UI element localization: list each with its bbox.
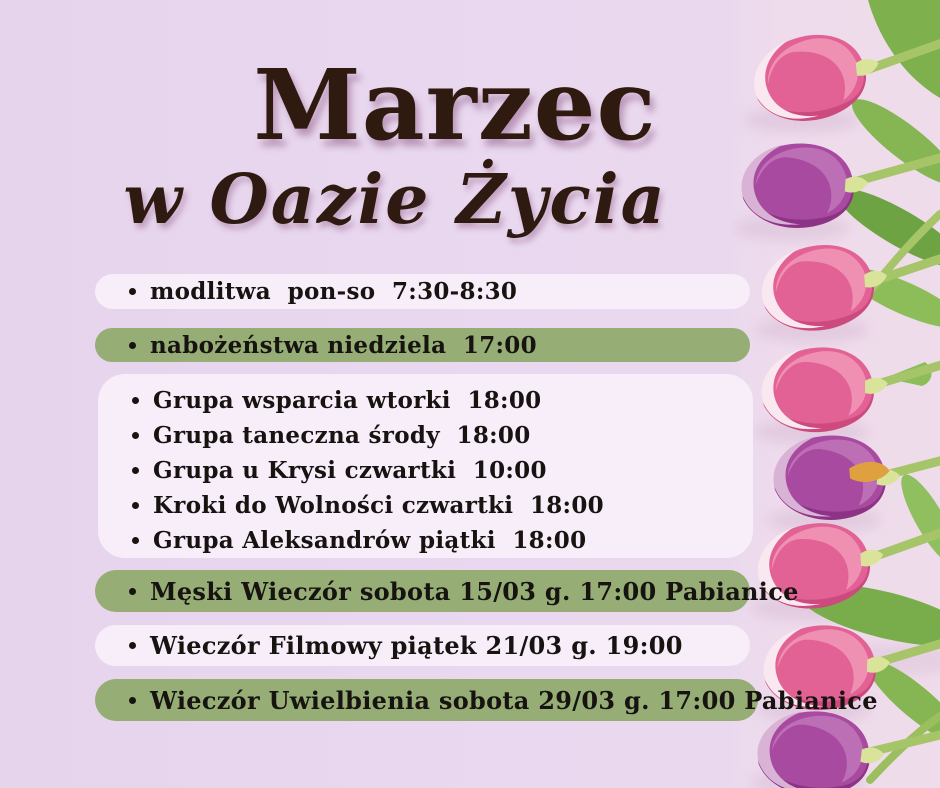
bullet-icon xyxy=(132,397,139,404)
bullet-icon xyxy=(129,697,136,704)
group-line-label: Grupa taneczna środy 18:00 xyxy=(153,422,531,449)
group-line-label: Kroki do Wolności czwartki 18:00 xyxy=(153,492,604,519)
group-line-label: Grupa Aleksandrów piątki 18:00 xyxy=(153,527,587,554)
schedule-row-label: nabożeństwa niedziela 17:00 xyxy=(150,331,537,359)
schedule-row-modlitwa xyxy=(95,274,750,309)
group-line xyxy=(132,457,753,484)
group-line-label: Grupa u Krysi czwartki 10:00 xyxy=(153,457,547,484)
bullet-icon xyxy=(129,588,136,595)
group-line xyxy=(132,527,753,554)
page-title: Marzec xyxy=(253,48,657,162)
schedule-row-wieczor-uwielbienia xyxy=(95,679,878,721)
schedule-row-label: Wieczór Uwielbienia sobota 29/03 g. 17:00 Pabianice xyxy=(150,685,878,715)
bullet-icon xyxy=(132,537,139,544)
group-line xyxy=(132,387,753,414)
schedule-row-label: modlitwa pon-so 7:30-8:30 xyxy=(150,278,518,305)
schedule-row-label: Wieczór Filmowy piątek 21/03 g. 19:00 xyxy=(150,631,683,660)
group-line-label: Grupa wsparcia wtorki 18:00 xyxy=(153,387,542,414)
schedule-row-label: Męski Wieczór sobota 15/03 g. 17:00 Pabianice xyxy=(150,576,799,606)
bullet-icon xyxy=(129,642,136,649)
group-line xyxy=(132,422,753,449)
bullet-icon xyxy=(132,467,139,474)
bullet-icon xyxy=(129,342,136,349)
bullet-icon xyxy=(132,502,139,509)
bullet-icon xyxy=(129,288,136,295)
schedule-row-nabozenstwa xyxy=(95,328,750,362)
group-line xyxy=(132,492,753,519)
page-subtitle: w Oazie Życia xyxy=(123,160,667,240)
schedule-row-wieczor-filmowy xyxy=(95,625,750,666)
schedule-group-panel xyxy=(98,374,753,558)
bullet-icon xyxy=(132,432,139,439)
schedule-row-meski-wieczor xyxy=(95,570,799,612)
